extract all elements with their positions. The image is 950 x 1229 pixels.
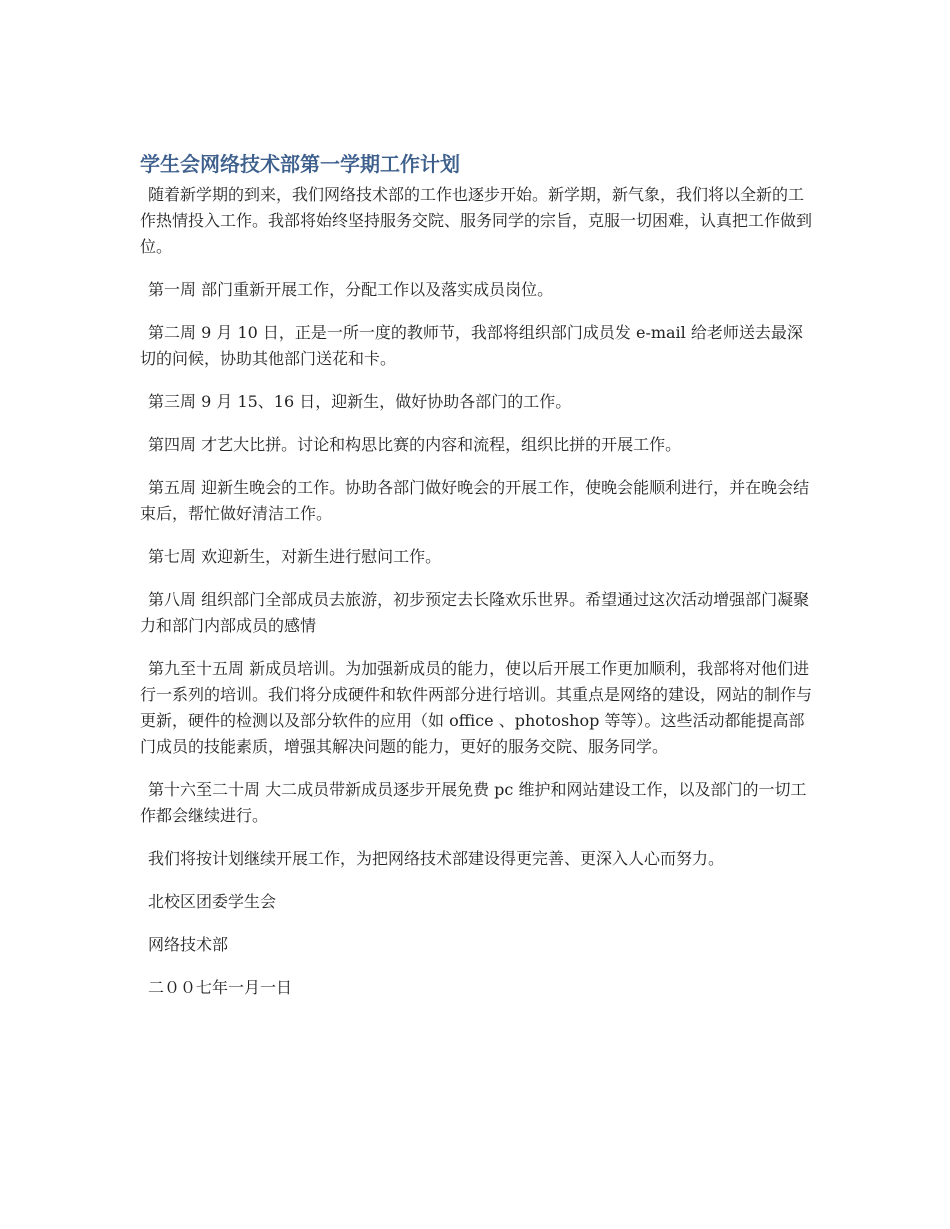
plan-week-8: 第八周 组织部门全部成员去旅游，初步预定去长隆欢乐世界。希望通过这次活动增强部门凝聚力和部门内部成员的感情	[140, 590, 810, 635]
signature-date: 二００七年一月一日	[148, 978, 293, 997]
document-title: 学生会网络技术部第一学期工作计划	[140, 152, 460, 176]
plan-week-9-15: 第九至十五周 新成员培训。为加强新成员的能力，使以后开展工作更加顺利，我部将对他们进行一系列的培训。我们将分成硬件和软件两部分进行培训。其重点是网络的建设，网站的制作与更新，硬件的检测以及部分软件的应用（如 office 、photoshop 等等）。这些活动都能提高部门成员的技能素质，增强其解决问题的能力，更好的服务交院、服务同学。	[140, 659, 813, 756]
closing-paragraph: 我们将按计划继续开展工作，为把网络技术部建设得更完善、更深入人心而努力。	[148, 849, 725, 868]
plan-week-2: 第二周 9 月 10 日，正是一所一度的教师节，我部将组织部门成员发 e-mail 给老师送去最深切的问候，协助其他部门送花和卡。	[140, 323, 803, 368]
plan-week-7: 第七周 欢迎新生，对新生进行慰问工作。	[148, 547, 442, 566]
signature-dept: 网络技术部	[148, 935, 229, 954]
plan-week-1: 第一周 部门重新开展工作，分配工作以及落实成员岗位。	[148, 280, 554, 299]
signature-org: 北校区团委学生会	[148, 892, 277, 911]
intro-paragraph: 随着新学期的到来，我们网络技术部的工作也逐步开始。新学期，新气象，我们将以全新的工作热情投入工作。我部将始终坚持服务交院、服务同学的宗旨，克服一切困难，认真把工作做到位。	[140, 185, 813, 256]
plan-week-5: 第五周 迎新生晚会的工作。协助各部门做好晚会的开展工作，使晚会能顺利进行，并在晚会结束后，帮忙做好清洁工作。	[140, 478, 810, 523]
plan-week-16-20: 第十六至二十周 大二成员带新成员逐步开展免费 pc 维护和网站建设工作，以及部门的一切工作都会继续进行。	[140, 780, 807, 825]
document-page	[140, 150, 812, 1018]
plan-week-3: 第三周 9 月 15、16 日，迎新生，做好协助各部门的工作。	[148, 392, 572, 411]
plan-week-4: 第四周 才艺大比拼。讨论和构思比赛的内容和流程，组织比拼的开展工作。	[148, 435, 682, 454]
